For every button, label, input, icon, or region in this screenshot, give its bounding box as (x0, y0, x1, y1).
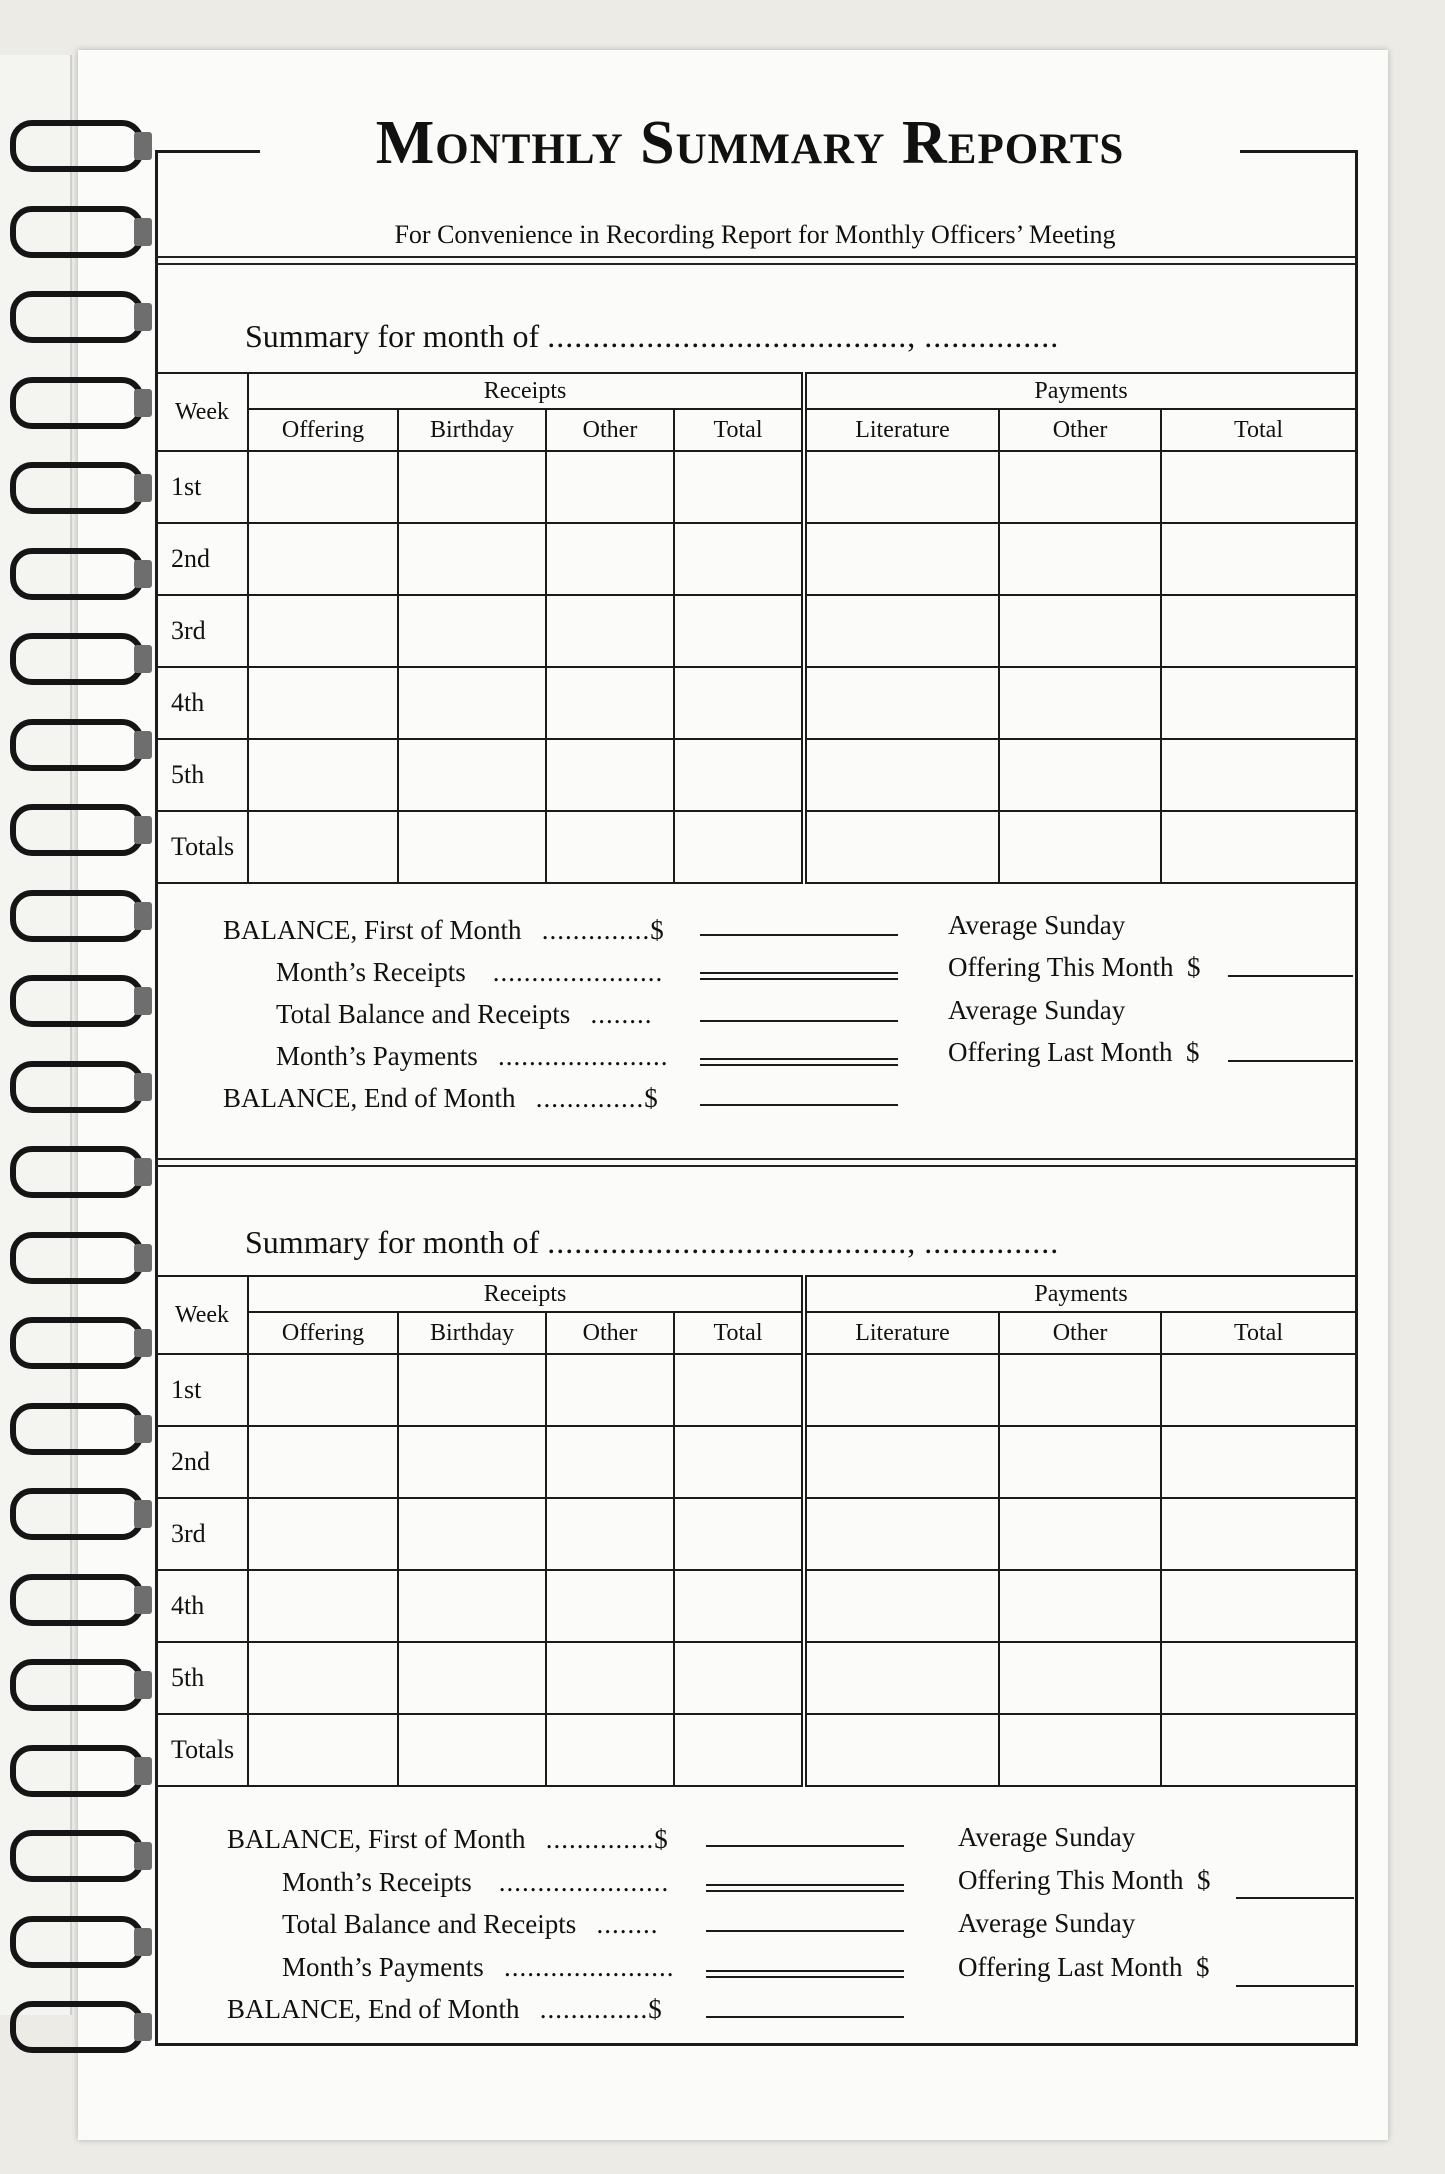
total-balance-label: Total Balance and Receipts (282, 1909, 577, 1939)
entry-cell[interactable] (546, 667, 674, 739)
summary-label: Summary for month of (245, 1224, 540, 1260)
binding-coil (10, 2001, 144, 2053)
binding-coil (10, 1830, 144, 1882)
entry-cell[interactable] (1161, 811, 1356, 883)
week-header: Week (156, 1276, 248, 1354)
table-body-1 (156, 451, 1356, 883)
leader: ........ (596, 1909, 659, 1939)
row-label: 2nd (156, 1426, 248, 1498)
avg-sunday-label-3: Average Sunday (958, 1822, 1136, 1852)
row-label: 2nd (156, 523, 248, 595)
entry-cell[interactable] (248, 1714, 398, 1786)
binding-coil (10, 1659, 144, 1711)
entry-cell[interactable] (546, 1642, 674, 1714)
leader: ...................... (504, 1952, 675, 1982)
page-subtitle: For Convenience in Recording Report for Monthly Officers’ Meeting (394, 220, 1116, 249)
row-label: 3rd (156, 1498, 248, 1570)
table-row (156, 1714, 1356, 1786)
entry-cell[interactable] (1161, 1570, 1356, 1642)
receipts-header: Receipts (248, 373, 804, 409)
entry-cell[interactable] (804, 523, 999, 595)
balance-first-1 (223, 915, 665, 946)
entry-cell[interactable] (999, 1498, 1161, 1570)
binding-coil (10, 633, 144, 685)
offering-this-month-blank[interactable] (1228, 975, 1353, 977)
table-row (156, 1498, 1356, 1570)
entry-cell[interactable] (804, 595, 999, 667)
table-row (156, 1354, 1356, 1426)
entry-cell[interactable] (999, 667, 1161, 739)
entry-cell[interactable] (674, 451, 804, 523)
entry-cell[interactable] (999, 1642, 1161, 1714)
entry-cell[interactable] (674, 1498, 804, 1570)
entry-cell[interactable] (674, 1354, 804, 1426)
months-receipts-1 (276, 957, 663, 988)
entry-cell[interactable] (804, 811, 999, 883)
entry-cell[interactable] (999, 523, 1161, 595)
section-divider (155, 1158, 1355, 1167)
entry-cell[interactable] (398, 523, 546, 595)
month-blank: ........................................, (547, 318, 917, 354)
row-label: Totals (156, 811, 248, 883)
offering-last-month-label: Offering Last Month (948, 1037, 1173, 1067)
entry-cell[interactable] (248, 1642, 398, 1714)
entry-cell[interactable] (1161, 451, 1356, 523)
months-receipts-label: Month’s Receipts (276, 957, 466, 987)
table-row (156, 523, 1356, 595)
offering-last-month-2 (958, 1952, 1209, 1983)
col-birthday: Birthday (398, 409, 546, 451)
entry-cell[interactable] (999, 1714, 1161, 1786)
entry-cell[interactable] (804, 667, 999, 739)
row-label: 5th (156, 1642, 248, 1714)
col-receipts-total: Total (674, 1312, 804, 1354)
row-label: 5th (156, 739, 248, 811)
col-other: Other (546, 1312, 674, 1354)
table-row (156, 595, 1356, 667)
binding-coil (10, 548, 144, 600)
entry-cell[interactable] (804, 1714, 999, 1786)
entry-cell[interactable] (546, 811, 674, 883)
entry-cell[interactable] (398, 1570, 546, 1642)
summary-month-line-1[interactable] (245, 318, 1059, 355)
balance-end-1 (223, 1083, 659, 1114)
entry-cell[interactable] (1161, 523, 1356, 595)
entry-cell[interactable] (248, 523, 398, 595)
months-payments-label: Month’s Payments (276, 1041, 478, 1071)
leader: ........ (590, 999, 653, 1029)
entry-cell[interactable] (248, 667, 398, 739)
row-label: 4th (156, 667, 248, 739)
binding-coil (10, 1916, 144, 1968)
binding-coil (10, 291, 144, 343)
entry-cell[interactable] (674, 1642, 804, 1714)
table-row (156, 667, 1356, 739)
entry-cell[interactable] (546, 1714, 674, 1786)
offering-last-month-blank[interactable] (1228, 1060, 1353, 1062)
week-header: Week (156, 373, 248, 451)
binding-coil (10, 804, 144, 856)
leader: ...................... (498, 1867, 670, 1897)
leader: ..............$ (539, 1994, 663, 2024)
entry-cell[interactable] (999, 1426, 1161, 1498)
payments-header: Payments (804, 1276, 1356, 1312)
balance-first-blank[interactable] (706, 1845, 904, 1847)
month-blank: ........................................, (547, 1224, 917, 1260)
entry-cell[interactable] (674, 739, 804, 811)
offering-this-month-1 (948, 952, 1201, 983)
entry-cell[interactable] (999, 1354, 1161, 1426)
balance-first-label: BALANCE, First of Month (227, 1824, 526, 1854)
entry-cell[interactable] (248, 451, 398, 523)
avg-sunday-label-2: Average Sunday (948, 995, 1126, 1025)
months-payments-blank[interactable] (706, 1970, 904, 1978)
binding-coil (10, 890, 144, 942)
entry-cell[interactable] (248, 595, 398, 667)
offering-this-month-blank[interactable] (1236, 1897, 1354, 1899)
entry-cell[interactable] (1161, 1426, 1356, 1498)
binding-coil (10, 120, 144, 172)
table-row (156, 1570, 1356, 1642)
offering-this-month-label: Offering This Month (958, 1865, 1184, 1895)
header-double-rule (155, 256, 1355, 265)
binding-coil (10, 1745, 144, 1797)
dollar-sign: $ (1197, 1865, 1211, 1895)
entry-cell[interactable] (1161, 1354, 1356, 1426)
balance-first-2 (227, 1824, 669, 1855)
col-receipts-total: Total (674, 409, 804, 451)
binding-coil (10, 1574, 144, 1626)
avg-sunday-label-1: Average Sunday (948, 910, 1126, 940)
summary-label: Summary for month of (245, 318, 540, 354)
row-label: 4th (156, 1570, 248, 1642)
total-balance-1 (276, 999, 653, 1030)
entry-cell[interactable] (1161, 1714, 1356, 1786)
entry-cell[interactable] (248, 1498, 398, 1570)
entry-cell[interactable] (999, 595, 1161, 667)
entry-cell[interactable] (546, 1426, 674, 1498)
year-blank: ............... (924, 318, 1060, 354)
months-receipts-blank[interactable] (706, 1884, 904, 1892)
entry-cell[interactable] (546, 1354, 674, 1426)
entry-cell[interactable] (248, 811, 398, 883)
entry-cell[interactable] (674, 667, 804, 739)
months-payments-blank[interactable] (700, 1058, 898, 1066)
summary-table-2 (155, 1275, 1357, 1787)
balance-end-blank[interactable] (700, 1104, 898, 1106)
row-label: 3rd (156, 595, 248, 667)
binding-coil (10, 1488, 144, 1540)
total-balance-blank[interactable] (700, 1020, 898, 1022)
leader: ...................... (498, 1041, 669, 1071)
summary-month-line-2[interactable] (245, 1224, 1059, 1261)
binding-coil (10, 1146, 144, 1198)
binding-coil (10, 1232, 144, 1284)
total-balance-blank[interactable] (706, 1930, 904, 1932)
table-row (156, 739, 1356, 811)
row-label: 1st (156, 451, 248, 523)
entry-cell[interactable] (674, 1426, 804, 1498)
year-blank: ............... (924, 1224, 1060, 1260)
col-offering: Offering (248, 409, 398, 451)
entry-cell[interactable] (398, 451, 546, 523)
entry-cell[interactable] (546, 523, 674, 595)
leader: ..............$ (541, 915, 665, 945)
table-body-2 (156, 1354, 1356, 1786)
leader: ..............$ (535, 1083, 659, 1113)
col-offering: Offering (248, 1312, 398, 1354)
entry-cell[interactable] (398, 811, 546, 883)
balance-end-label: BALANCE, End of Month (223, 1083, 516, 1113)
entry-cell[interactable] (804, 739, 999, 811)
col-literature: Literature (804, 409, 999, 451)
row-label: 1st (156, 1354, 248, 1426)
entry-cell[interactable] (398, 1426, 546, 1498)
entry-cell[interactable] (398, 595, 546, 667)
balance-end-2 (227, 1994, 663, 2025)
offering-this-month-label: Offering This Month (948, 952, 1174, 982)
entry-cell[interactable] (804, 451, 999, 523)
entry-cell[interactable] (674, 811, 804, 883)
binding-coil (10, 975, 144, 1027)
entry-cell[interactable] (248, 1426, 398, 1498)
table-row (156, 451, 1356, 523)
dollar-sign: $ (1195, 1952, 1210, 1982)
balance-end-label: BALANCE, End of Month (227, 1994, 520, 2024)
page-title: Monthly Summary Reports (375, 109, 1125, 177)
entry-cell[interactable] (999, 1570, 1161, 1642)
binding-coil (10, 377, 144, 429)
entry-cell[interactable] (248, 739, 398, 811)
entry-cell[interactable] (999, 739, 1161, 811)
entry-cell[interactable] (674, 523, 804, 595)
months-payments-1 (276, 1041, 669, 1072)
balance-first-label: BALANCE, First of Month (223, 915, 522, 945)
entry-cell[interactable] (398, 1642, 546, 1714)
col-literature: Literature (804, 1312, 999, 1354)
entry-cell[interactable] (674, 1570, 804, 1642)
entry-cell[interactable] (398, 1714, 546, 1786)
total-balance-label: Total Balance and Receipts (276, 999, 571, 1029)
months-receipts-blank[interactable] (700, 972, 898, 980)
row-label: Totals (156, 1714, 248, 1786)
col-payments-total: Total (1161, 1312, 1356, 1354)
entry-cell[interactable] (1161, 739, 1356, 811)
dollar-sign: $ (1187, 952, 1201, 982)
entry-cell[interactable] (248, 1354, 398, 1426)
receipts-header: Receipts (248, 1276, 804, 1312)
entry-cell[interactable] (546, 739, 674, 811)
entry-cell[interactable] (1161, 1642, 1356, 1714)
months-receipts-2 (282, 1867, 669, 1898)
offering-last-month-label: Offering Last Month (958, 1952, 1183, 1982)
table-row (156, 1426, 1356, 1498)
leader: ..............$ (545, 1824, 669, 1854)
entry-cell[interactable] (546, 595, 674, 667)
dollar-sign: $ (1185, 1037, 1200, 1067)
entry-cell[interactable] (999, 451, 1161, 523)
entry-cell[interactable] (546, 1570, 674, 1642)
col-other: Other (546, 409, 674, 451)
months-payments-2 (282, 1952, 675, 1983)
col-payments-total: Total (1161, 409, 1356, 451)
offering-this-month-2 (958, 1865, 1211, 1896)
table-row (156, 811, 1356, 883)
entry-cell[interactable] (804, 1570, 999, 1642)
binding-coil (10, 1403, 144, 1455)
entry-cell[interactable] (674, 595, 804, 667)
payments-header: Payments (804, 373, 1356, 409)
leader: ...................... (492, 957, 664, 987)
binding-coil (10, 206, 144, 258)
binding-coil (10, 1061, 144, 1113)
entry-cell[interactable] (398, 1354, 546, 1426)
entry-cell[interactable] (398, 1498, 546, 1570)
spiral-binding (0, 120, 145, 2070)
total-balance-2 (282, 1909, 659, 1940)
entry-cell[interactable] (1161, 1498, 1356, 1570)
entry-cell[interactable] (398, 739, 546, 811)
avg-sunday-label-4: Average Sunday (958, 1908, 1136, 1938)
offering-last-month-1 (948, 1037, 1199, 1068)
entry-cell[interactable] (804, 1642, 999, 1714)
binding-coil (10, 462, 144, 514)
entry-cell[interactable] (999, 811, 1161, 883)
entry-cell[interactable] (674, 1714, 804, 1786)
summary-table-1 (155, 372, 1357, 884)
entry-cell[interactable] (546, 451, 674, 523)
balance-first-blank[interactable] (700, 934, 898, 936)
binding-coil (10, 719, 144, 771)
col-payments-other: Other (999, 1312, 1161, 1354)
entry-cell[interactable] (804, 1354, 999, 1426)
offering-last-month-blank[interactable] (1236, 1985, 1354, 1987)
table-row (156, 1642, 1356, 1714)
entry-cell[interactable] (546, 1498, 674, 1570)
entry-cell[interactable] (804, 1426, 999, 1498)
col-birthday: Birthday (398, 1312, 546, 1354)
entry-cell[interactable] (1161, 667, 1356, 739)
entry-cell[interactable] (804, 1498, 999, 1570)
balance-end-blank[interactable] (706, 2016, 904, 2018)
col-payments-other: Other (999, 409, 1161, 451)
months-receipts-label: Month’s Receipts (282, 1867, 472, 1897)
binding-coil (10, 1317, 144, 1369)
entry-cell[interactable] (398, 667, 546, 739)
months-payments-label: Month’s Payments (282, 1952, 484, 1982)
entry-cell[interactable] (248, 1570, 398, 1642)
entry-cell[interactable] (1161, 595, 1356, 667)
